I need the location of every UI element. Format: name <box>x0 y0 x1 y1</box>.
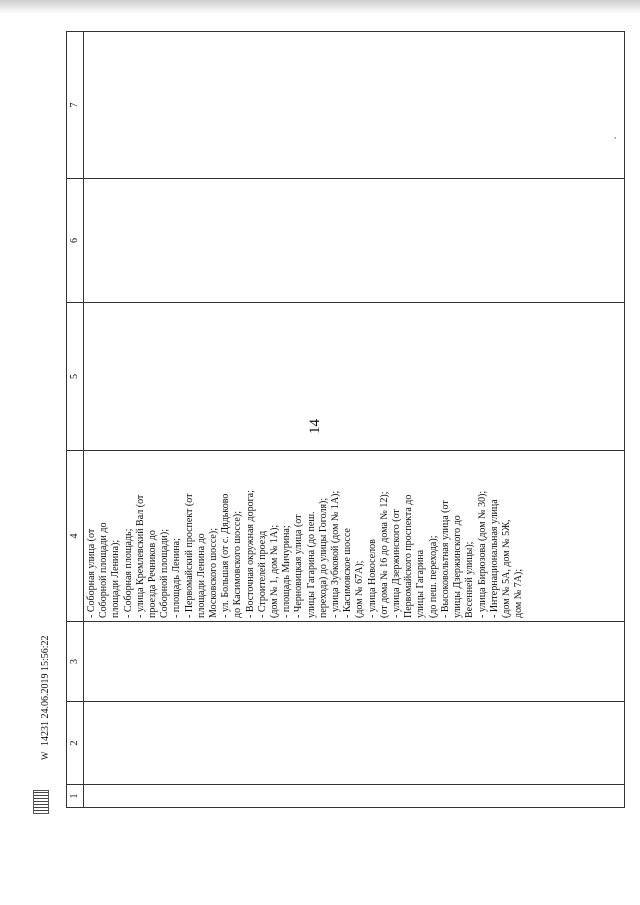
table-row <box>84 32 625 808</box>
list-item: (дом № 1, дом № 1А); <box>269 524 281 618</box>
col-header-2: 2 <box>67 702 84 785</box>
streets-list <box>86 454 525 618</box>
cell-1 <box>84 785 625 808</box>
col-header-5: 5 <box>67 303 84 451</box>
scan-mark: , <box>614 130 617 140</box>
list-item: Московского шоссе); <box>208 528 220 618</box>
col-header-4: 4 <box>67 451 84 622</box>
list-item: - улица Новоселов <box>366 539 378 618</box>
list-item: Соборной площади до <box>98 522 110 618</box>
list-item: - Строителей проезд <box>256 530 268 618</box>
list-item: - Соборная площадь; <box>122 528 134 618</box>
list-item: площади Ленина до <box>195 533 207 618</box>
list-item: Первомайского проспекта до <box>403 494 415 618</box>
list-item: - ул. Большая (от с. Дядьково <box>220 493 232 618</box>
list-item: - улица Бирюзова (дом № 30); <box>476 490 488 618</box>
list-item: - Соборная улица (от <box>86 528 97 618</box>
col-header-7: 7 <box>67 32 84 179</box>
list-item: улицы Дзержинского до <box>452 515 464 618</box>
col-header-6: 6 <box>67 179 84 303</box>
footer-text: 14231 24.06.2019 15:56:22 <box>40 635 51 746</box>
list-item: до Касимовского шоссе); <box>232 511 244 618</box>
cell-2 <box>84 702 625 785</box>
list-item: Соборной площади); <box>159 529 171 618</box>
list-item: - улица Кремлевский Вал (от <box>134 494 146 618</box>
header-row <box>67 32 84 808</box>
cell-4-streets <box>84 451 625 622</box>
cell-6 <box>84 179 625 303</box>
list-item: - Касимовское шоссе <box>342 528 354 618</box>
cell-7 <box>84 32 625 179</box>
list-item: - площадь Мичурина; <box>281 525 293 618</box>
list-item: улицы Гагарина (до пеш. <box>305 511 317 618</box>
list-item: - площадь Ленина; <box>171 538 183 618</box>
table-container <box>66 39 625 808</box>
streets-table <box>66 31 625 808</box>
document-footer <box>40 635 51 760</box>
col-header-3: 3 <box>67 622 84 702</box>
page-number: 14 <box>307 419 323 434</box>
cell-5 <box>84 303 625 451</box>
list-item: (дом № 67А); <box>354 560 366 618</box>
list-item: проезда Речников до <box>147 530 159 618</box>
scan-edge <box>0 0 640 14</box>
list-item: - улица Дзержинского (от <box>391 509 403 618</box>
document-stamp-icon <box>33 790 49 814</box>
list-item: (от дома № 16 до дома № 12); <box>378 491 390 618</box>
list-item: площади Ленина); <box>110 539 122 618</box>
list-item: - улица Зубковой (дом № 1А); <box>330 490 342 618</box>
cell-3 <box>84 622 625 702</box>
footer-mark: W <box>40 751 50 760</box>
list-item: перехода) до улицы Гоголя); <box>317 497 329 618</box>
list-item: (до пеш. перехода); <box>427 535 439 618</box>
list-item: Весенней улицы); <box>464 541 476 618</box>
list-item: - Восточная окружная дорога; <box>244 490 256 618</box>
list-item: дом № 7А); <box>513 568 525 618</box>
list-item: улицы Гагарина <box>415 549 427 618</box>
list-item: (дом № 5А, дом № 5Ж, <box>500 519 512 618</box>
list-item: - Черновицкая улица (от <box>293 514 305 618</box>
col-header-1: 1 <box>67 785 84 808</box>
list-item: - Первомайский проспект (от <box>183 493 195 618</box>
list-item: - Высоковольтная улица (от <box>439 500 451 618</box>
list-item: - Интернациональная улица <box>488 499 500 618</box>
